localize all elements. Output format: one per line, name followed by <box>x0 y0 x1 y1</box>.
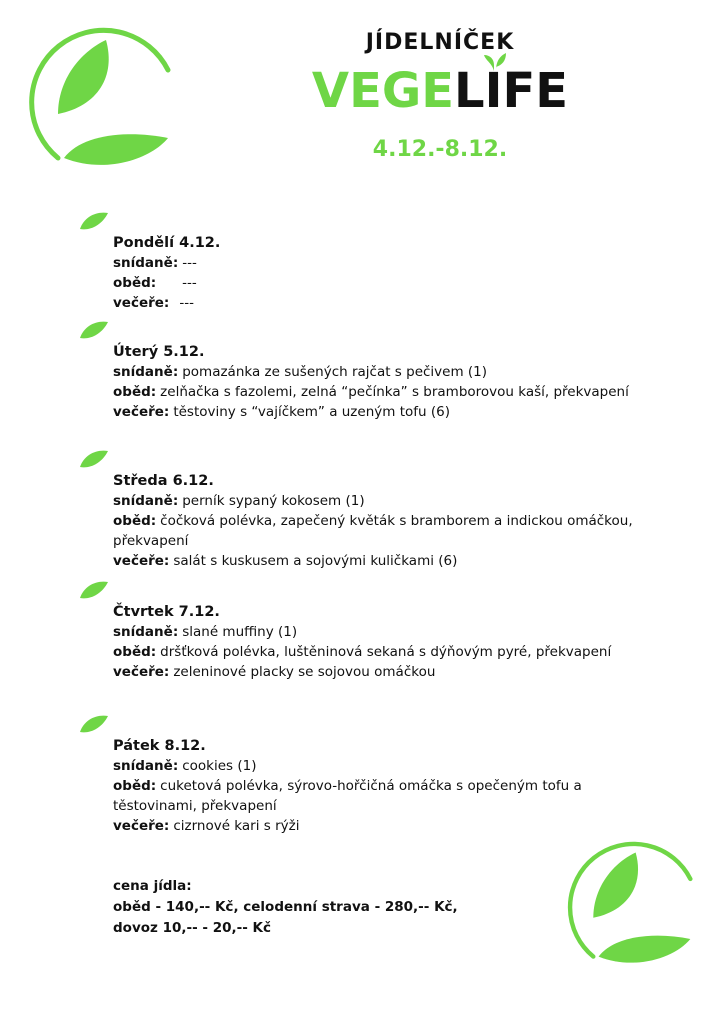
leaf-icon <box>80 580 108 600</box>
price-line-2: dovoz 10,-- - 20,-- Kč <box>113 920 271 936</box>
lunch-value: dršťková polévka, luštěninová sekaná s dýňovým pyré, překvapení <box>160 644 612 660</box>
dinner-value: --- <box>179 295 194 311</box>
brand-life: LIFE <box>454 63 569 119</box>
day-name: Pátek 8.12. <box>113 738 206 754</box>
day-friday <box>113 736 653 836</box>
brand-vege: VEGE <box>311 63 455 119</box>
leaf-icon <box>80 449 108 469</box>
breakfast-label: snídaně: <box>113 758 179 774</box>
lunch-label: oběd: <box>113 644 157 660</box>
breakfast-value: perník sypaný kokosem (1) <box>182 493 365 509</box>
dinner-label: večeře: <box>113 404 170 420</box>
leaf-icon <box>80 211 108 231</box>
leaf-circle-logo-icon <box>18 10 188 180</box>
lunch-label: oběd: <box>113 275 157 291</box>
leaf-icon <box>80 714 108 734</box>
breakfast-value: pomazánka ze sušených rajčat s pečivem (1) <box>182 364 488 380</box>
dinner-value: těstoviny s “vajíčkem” a uzeným tofu (6) <box>173 404 450 420</box>
day-name: Středa 6.12. <box>113 473 214 489</box>
day-wednesday <box>113 471 653 571</box>
page-title: JÍDELNÍČEK <box>365 30 515 55</box>
lunch-label: oběd: <box>113 778 157 794</box>
dinner-label: večeře: <box>113 553 170 569</box>
dinner-label: večeře: <box>113 664 170 680</box>
price-info <box>113 876 458 939</box>
dinner-value: cizrnové kari s rýži <box>173 818 300 834</box>
day-name: Pondělí 4.12. <box>113 235 221 251</box>
breakfast-label: snídaně: <box>113 624 179 640</box>
lunch-value: --- <box>182 275 197 291</box>
dinner-value: zeleninové placky se sojovou omáčkou <box>173 664 436 680</box>
sprout-icon <box>484 53 506 71</box>
breakfast-label: snídaně: <box>113 255 179 271</box>
dinner-value: salát s kuskusem a sojovými kuličkami (6) <box>173 553 458 569</box>
leaf-icon <box>80 320 108 340</box>
menu-header <box>300 30 580 162</box>
day-name: Čtvrtek 7.12. <box>113 604 220 620</box>
price-heading: cena jídla: <box>113 878 192 894</box>
price-line-1: oběd - 140,-- Kč, celodenní strava - 280,-- Kč, <box>113 899 458 915</box>
lunch-value: čočková polévka, zapečený květák s bramborem a indickou omáčkou, překvapení <box>113 513 633 549</box>
lunch-value: zelňačka s fazolemi, zelná “pečínka” s bramborovou kaší, překvapení <box>160 384 629 400</box>
day-name: Úterý 5.12. <box>113 344 205 360</box>
lunch-value: cuketová polévka, sýrovo-hořčičná omáčka s opečeným tofu a těstovinami, překvapení <box>113 778 582 814</box>
dinner-label: večeře: <box>113 295 170 311</box>
day-monday <box>113 233 653 313</box>
day-tuesday <box>113 342 653 422</box>
breakfast-label: snídaně: <box>113 364 179 380</box>
brand-logo <box>300 61 580 121</box>
breakfast-label: snídaně: <box>113 493 179 509</box>
breakfast-value: --- <box>182 255 197 271</box>
breakfast-value: cookies (1) <box>182 758 257 774</box>
date-range: 4.12.-8.12. <box>372 137 508 162</box>
leaf-circle-logo-icon <box>558 826 708 976</box>
dinner-label: večeře: <box>113 818 170 834</box>
lunch-label: oběd: <box>113 513 157 529</box>
day-thursday <box>113 602 653 682</box>
lunch-label: oběd: <box>113 384 157 400</box>
breakfast-value: slané muffiny (1) <box>182 624 298 640</box>
